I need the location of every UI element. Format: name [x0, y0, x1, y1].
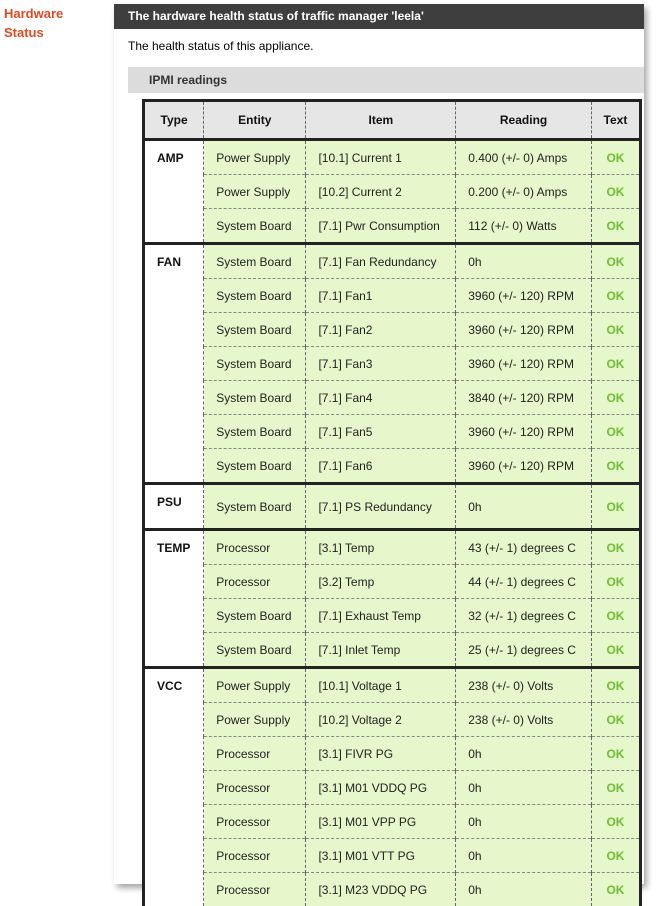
cell-entity: Processor	[204, 565, 306, 599]
cell-item: [10.2] Current 2	[306, 175, 456, 209]
cell-entity: Power Supply	[204, 703, 306, 737]
cell-entity: Power Supply	[204, 140, 306, 175]
cell-item: [7.1] Fan3	[306, 347, 456, 381]
cell-status: OK	[591, 873, 639, 906]
cell-entity: System Board	[204, 209, 306, 244]
cell-item: [7.1] Fan2	[306, 313, 456, 347]
table-row	[145, 209, 639, 244]
column-header-text: Text	[591, 102, 639, 140]
table-row	[145, 244, 639, 279]
cell-reading: 238 (+/- 0) Volts	[456, 703, 592, 737]
cell-entity: Processor	[204, 771, 306, 805]
cell-reading: 0.200 (+/- 0) Amps	[456, 175, 592, 209]
cell-type: PSU	[145, 484, 204, 530]
cell-item: [10.1] Current 1	[306, 140, 456, 175]
cell-item: [7.1] Fan6	[306, 449, 456, 484]
cell-reading: 238 (+/- 0) Volts	[456, 668, 592, 703]
cell-status: OK	[591, 668, 639, 703]
cell-entity: System Board	[204, 633, 306, 668]
cell-entity: System Board	[204, 313, 306, 347]
table-row	[145, 175, 639, 209]
cell-status: OK	[591, 484, 639, 530]
cell-status: OK	[591, 737, 639, 771]
table-row	[145, 381, 639, 415]
cell-reading: 0h	[456, 873, 592, 906]
cell-reading: 112 (+/- 0) Watts	[456, 209, 592, 244]
table-row	[145, 703, 639, 737]
cell-status: OK	[591, 209, 639, 244]
table-row	[145, 565, 639, 599]
cell-entity: Power Supply	[204, 668, 306, 703]
cell-item: [7.1] Exhaust Temp	[306, 599, 456, 633]
cell-item: [7.1] Fan4	[306, 381, 456, 415]
cell-status: OK	[591, 279, 639, 313]
cell-item: [7.1] Fan Redundancy	[306, 244, 456, 279]
cell-entity: System Board	[204, 415, 306, 449]
cell-item: [7.1] Pwr Consumption	[306, 209, 456, 244]
intro-text: The health status of this appliance.	[128, 39, 644, 59]
table-row	[145, 599, 639, 633]
column-header-reading: Reading	[456, 102, 592, 140]
cell-status: OK	[591, 449, 639, 484]
cell-item: [3.1] Temp	[306, 530, 456, 565]
cell-item: [7.1] PS Redundancy	[306, 484, 456, 530]
table-row	[145, 313, 639, 347]
cell-status: OK	[591, 140, 639, 175]
table-row	[145, 771, 639, 805]
cell-status: OK	[591, 175, 639, 209]
cell-entity: Processor	[204, 805, 306, 839]
cell-item: [7.1] Fan1	[306, 279, 456, 313]
cell-item: [7.1] Fan5	[306, 415, 456, 449]
page-heading: Hardware Status	[4, 4, 104, 42]
cell-item: [3.1] M01 VDDQ PG	[306, 771, 456, 805]
table-header-row	[145, 102, 639, 140]
cell-reading: 3960 (+/- 120) RPM	[456, 415, 592, 449]
cell-status: OK	[591, 771, 639, 805]
cell-entity: System Board	[204, 381, 306, 415]
table-row	[145, 484, 639, 530]
cell-type: FAN	[145, 244, 204, 484]
cell-reading: 0.400 (+/- 0) Amps	[456, 140, 592, 175]
table-body	[145, 140, 639, 906]
cell-entity: Power Supply	[204, 175, 306, 209]
cell-status: OK	[591, 839, 639, 873]
cell-reading: 3960 (+/- 120) RPM	[456, 449, 592, 484]
cell-entity: System Board	[204, 347, 306, 381]
cell-status: OK	[591, 565, 639, 599]
cell-reading: 0h	[456, 771, 592, 805]
cell-reading: 3960 (+/- 120) RPM	[456, 313, 592, 347]
table-row	[145, 530, 639, 565]
cell-status: OK	[591, 381, 639, 415]
cell-status: OK	[591, 633, 639, 668]
cell-reading: 3960 (+/- 120) RPM	[456, 279, 592, 313]
cell-reading: 0h	[456, 484, 592, 530]
cell-type: AMP	[145, 140, 204, 244]
table-row	[145, 873, 639, 906]
cell-reading: 44 (+/- 1) degrees C	[456, 565, 592, 599]
cell-entity: System Board	[204, 599, 306, 633]
ipmi-table-wrapper	[142, 99, 642, 906]
table-row	[145, 805, 639, 839]
cell-entity: System Board	[204, 279, 306, 313]
cell-entity: Processor	[204, 530, 306, 565]
cell-status: OK	[591, 347, 639, 381]
cell-item: [3.1] M01 VTT PG	[306, 839, 456, 873]
cell-entity: Processor	[204, 839, 306, 873]
cell-entity: Processor	[204, 737, 306, 771]
column-header-entity: Entity	[204, 102, 306, 140]
section-title: IPMI readings	[128, 67, 644, 93]
table-row	[145, 633, 639, 668]
cell-entity: System Board	[204, 484, 306, 530]
cell-status: OK	[591, 313, 639, 347]
table-row	[145, 737, 639, 771]
cell-reading: 3960 (+/- 120) RPM	[456, 347, 592, 381]
cell-type: VCC	[145, 668, 204, 906]
cell-entity: System Board	[204, 244, 306, 279]
table-row	[145, 449, 639, 484]
cell-item: [7.1] Inlet Temp	[306, 633, 456, 668]
cell-entity: System Board	[204, 449, 306, 484]
table-row	[145, 415, 639, 449]
cell-status: OK	[591, 415, 639, 449]
cell-status: OK	[591, 244, 639, 279]
cell-item: [3.2] Temp	[306, 565, 456, 599]
table-row	[145, 140, 639, 175]
cell-status: OK	[591, 530, 639, 565]
cell-reading: 43 (+/- 1) degrees C	[456, 530, 592, 565]
table-row	[145, 839, 639, 873]
cell-item: [10.1] Voltage 1	[306, 668, 456, 703]
cell-item: [3.1] FIVR PG	[306, 737, 456, 771]
cell-reading: 0h	[456, 839, 592, 873]
table-row	[145, 347, 639, 381]
cell-item: [3.1] M01 VPP PG	[306, 805, 456, 839]
cell-reading: 0h	[456, 244, 592, 279]
cell-status: OK	[591, 703, 639, 737]
column-header-item: Item	[306, 102, 456, 140]
cell-reading: 25 (+/- 1) degrees C	[456, 633, 592, 668]
table-row	[145, 279, 639, 313]
column-header-type: Type	[145, 102, 204, 140]
cell-status: OK	[591, 805, 639, 839]
cell-item: [3.1] M23 VDDQ PG	[306, 873, 456, 906]
cell-type: TEMP	[145, 530, 204, 668]
cell-reading: 3840 (+/- 120) RPM	[456, 381, 592, 415]
cell-entity: Processor	[204, 873, 306, 906]
ipmi-readings-table	[145, 102, 639, 906]
cell-reading: 0h	[456, 737, 592, 771]
table-row	[145, 668, 639, 703]
panel-title: The hardware health status of traffic manager 'leela'	[114, 4, 644, 29]
cell-status: OK	[591, 599, 639, 633]
cell-item: [10.2] Voltage 2	[306, 703, 456, 737]
cell-reading: 0h	[456, 805, 592, 839]
cell-reading: 32 (+/- 1) degrees C	[456, 599, 592, 633]
health-panel	[114, 4, 644, 884]
